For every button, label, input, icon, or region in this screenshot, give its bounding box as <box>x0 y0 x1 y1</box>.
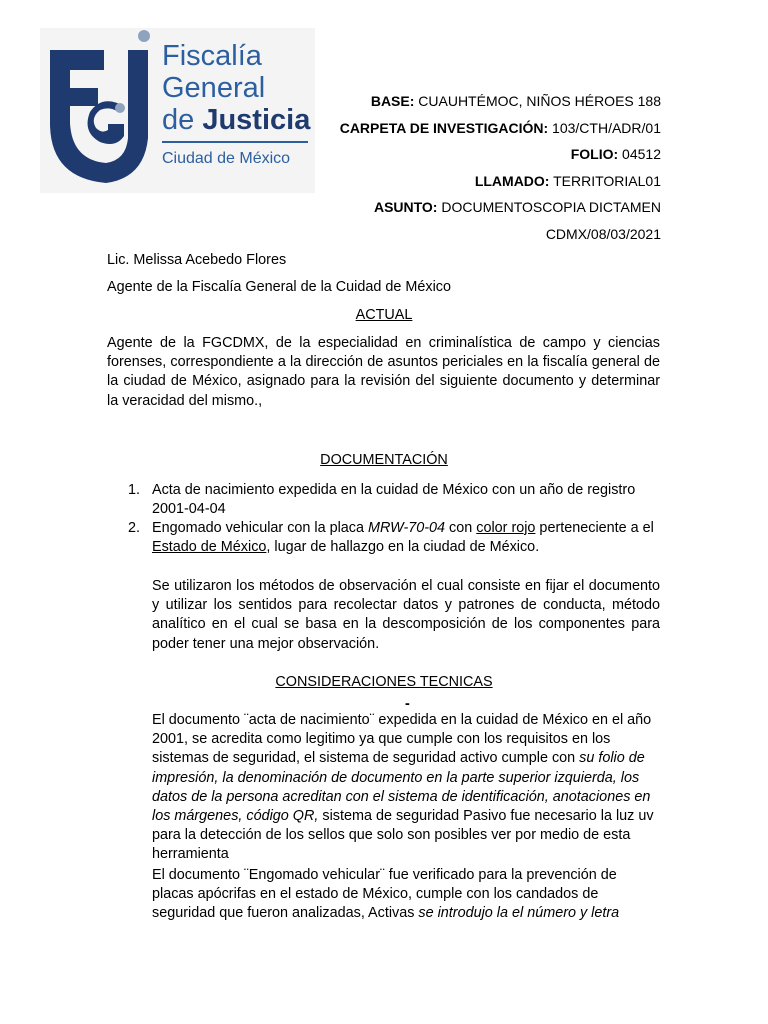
asunto-label: ASUNTO: <box>373 199 438 216</box>
item2-text-c: perteneciente a el <box>535 520 654 536</box>
logo-divider <box>162 141 308 143</box>
header-carpeta <box>340 115 661 142</box>
header-asunto <box>340 194 661 221</box>
logo-city: Ciudad de México <box>162 150 291 167</box>
fgj-emblem-icon <box>44 28 156 188</box>
header-llamado <box>340 168 661 195</box>
header-base <box>340 88 661 115</box>
methods-paragraph: Se utilizaron los métodos de observación el cual consiste en fijar el documento y utilizar los sentidos para recolectar datos y patrones de conducta, método analítico en el cual se basa en la descomposición de los componentes para poder tener una mejor observación. <box>152 578 660 652</box>
consideraciones-paragraph-2 <box>152 866 652 924</box>
llamado-value: TERRITORIAL01 <box>549 172 661 189</box>
header-date: CDMX/08/03/2021 <box>545 225 661 242</box>
actual-body: Agente de la FGCDMX, de la especialidad en criminalística de campo y ciencias forenses, correspondiente a la dirección de asuntos periciales en la fiscalía general de la ciudad de México, asignado para la revisión del siguiente documento y determinar la veracidad del mismo., <box>107 335 660 409</box>
item2-text-b: con <box>445 520 477 536</box>
fgj-logo <box>40 28 315 193</box>
item2-text-d: , lugar de hallazgo en la ciudad de México. <box>266 539 540 556</box>
list-item <box>128 481 660 519</box>
p1-text-a: El documento ¨acta de nacimiento¨ expedida en la cuidad de México en el año 2001, se acredita como legitimo ya que cumple con los requisitos en los sistemas de seguridad, el sistema de seguridad activo cumple con <box>152 712 652 767</box>
recipient-role: Agente de la Fiscalía General de la Cuidad de México <box>107 279 451 295</box>
case-header <box>340 88 661 248</box>
p2-text-a: El documento ¨Engomado vehicular¨ fue verificado para la prevención de placas apócrifas en el estado de México, cumple con los candados de seguridad que fueron analizadas, Activas <box>152 867 617 922</box>
logo-line-3-bold: Justicia <box>202 104 311 136</box>
asunto-value: DOCUMENTOSCOPIA DICTAMEN <box>437 199 661 216</box>
logo-line-3-prefix: de <box>162 104 203 136</box>
p1-italic: su folio de impresión, la denominación de documento en la parte superior izquierda, los datos de la persona acreditan con el sistema de identificación, anotaciones en los márgenes, código QR, <box>152 750 651 825</box>
list-item-text: Acta de nacimiento expedida en la cuidad de México con un año de registro 2001-04-04 <box>152 482 636 518</box>
item2-plate: MRW-70-04 <box>368 520 446 536</box>
item2-state: Estado de México <box>152 539 267 556</box>
folio-label: FOLIO: <box>570 146 619 163</box>
list-item-number: 2. <box>128 520 141 536</box>
base-value: CUAUHTÉMOC, NIÑOS HÉROES 188 <box>414 93 661 109</box>
llamado-label: LLAMADO: <box>474 172 550 189</box>
base-label: BASE: <box>370 93 415 109</box>
p2-italic: se introdujo la el número y letra <box>418 905 620 922</box>
logo-line-2: General <box>162 72 266 104</box>
logo-line-1: Fiscalía <box>162 40 262 72</box>
logo-line-3 <box>162 106 310 135</box>
consideraciones-paragraph-1 <box>152 711 662 865</box>
folio-value: 04512 <box>618 146 661 163</box>
item2-color: color rojo <box>476 520 536 536</box>
carpeta-label: CARPETA DE INVESTIGACIÓN: <box>339 119 549 136</box>
actual-heading: ACTUAL <box>355 307 413 323</box>
p1-text-b: sistema de seguridad Pasivo fue necesario la luz uv para la detección de los sellos que solo son posibles ver por medio de esta herramienta <box>152 808 654 863</box>
carpeta-value: 103/CTH/ADR/01 <box>548 119 661 136</box>
logo-wordmark <box>162 42 310 167</box>
header-folio <box>340 141 661 168</box>
consideraciones-heading: CONSIDERACIONES TECNICAS <box>275 674 493 690</box>
consideraciones-dash: - <box>405 696 410 712</box>
list-item <box>128 519 660 557</box>
item2-text-a: Engomado vehicular con la placa <box>152 520 368 536</box>
list-item-number: 1. <box>128 482 141 498</box>
documentacion-heading: DOCUMENTACIÓN <box>320 452 448 468</box>
recipient-name: Lic. Melissa Acebedo Flores <box>107 252 287 268</box>
